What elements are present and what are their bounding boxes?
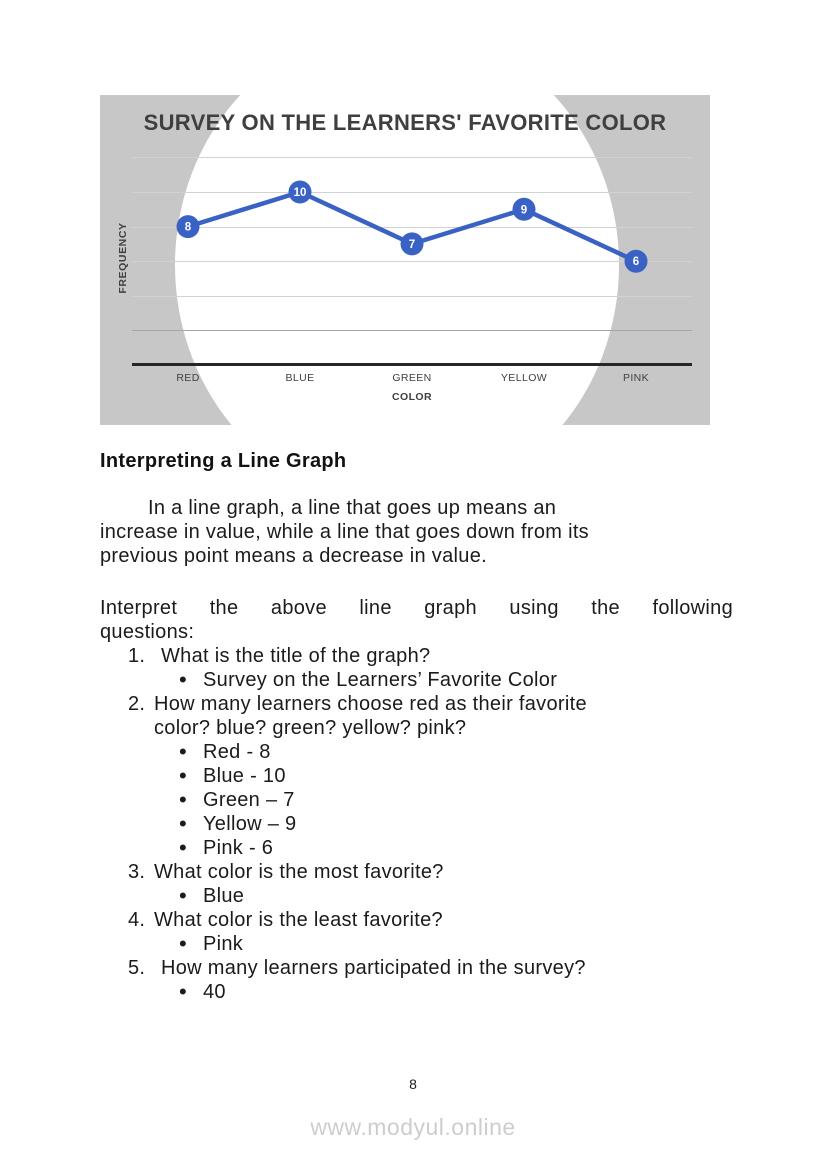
x-axis-tick-label: BLUE	[285, 372, 315, 384]
intro-paragraph	[100, 496, 733, 568]
answer-text: Blue - 10	[203, 765, 286, 787]
answer-text: 40	[203, 981, 226, 1003]
question-number: 1.	[128, 645, 146, 667]
answer-row	[100, 764, 745, 788]
question-row	[100, 692, 745, 716]
data-point-label: 9	[520, 204, 528, 217]
bullet-icon	[179, 884, 203, 908]
bullet-icon	[179, 788, 203, 812]
x-axis-tick-label: GREEN	[392, 372, 432, 384]
question-text: How many learners choose red as their favorite	[154, 693, 587, 715]
question-number: 5.	[128, 957, 146, 979]
question-list	[100, 644, 745, 1004]
data-point-label: 6	[632, 256, 640, 269]
question-number: 2.	[128, 693, 146, 715]
answer-row	[100, 668, 745, 692]
chart-title: SURVEY ON THE LEARNERS' FAVORITE COLOR	[143, 110, 667, 135]
question-text: color? blue? green? yellow? pink?	[154, 717, 467, 739]
bullet-icon	[179, 812, 203, 836]
paragraph-line: previous point means a decrease in value.	[100, 545, 487, 567]
question-row	[100, 644, 745, 668]
x-axis-tick-label: PINK	[622, 372, 650, 384]
question-number: 3.	[128, 861, 146, 883]
paragraph-line: questions:	[100, 621, 195, 643]
page-number: 8	[409, 1076, 417, 1092]
paragraph-line: In a line graph, a line that goes up means an	[148, 497, 557, 519]
question-text: What is the title of the graph?	[161, 645, 431, 667]
instruction-paragraph	[100, 596, 733, 644]
line-chart	[100, 95, 710, 425]
data-point-label: 8	[184, 221, 192, 234]
section-heading: Interpreting a Line Graph	[100, 450, 347, 472]
x-axis-tick-label: YELLOW	[500, 372, 548, 384]
answer-row	[100, 932, 745, 956]
bullet-icon	[179, 980, 203, 1004]
answer-text: Pink	[203, 933, 244, 955]
bullet-icon	[179, 668, 203, 692]
bullet-icon	[179, 836, 203, 860]
question-text: What color is the least favorite?	[154, 909, 443, 931]
answer-row	[100, 980, 745, 1004]
question-text: What color is the most favorite?	[154, 861, 444, 883]
bullet-icon	[179, 764, 203, 788]
y-axis-title: FREQUENCY	[117, 222, 129, 294]
data-point-label: 10	[293, 187, 307, 199]
data-point-label: 7	[408, 238, 416, 251]
answer-row	[100, 812, 745, 836]
bullet-icon	[179, 740, 203, 764]
answer-text: Blue	[203, 885, 245, 907]
answer-row	[100, 884, 745, 908]
answer-text: Pink - 6	[203, 837, 274, 859]
answer-text: Yellow – 9	[203, 813, 297, 835]
question-row	[100, 908, 745, 932]
answer-text: Red - 8	[203, 741, 271, 763]
watermark: www.modyul.online	[310, 1114, 516, 1140]
question-number: 4.	[128, 909, 146, 931]
paragraph-line: Interpret the above line graph using the following	[100, 597, 733, 619]
answer-text: Green – 7	[203, 789, 295, 811]
question-row	[100, 860, 745, 884]
answer-row	[100, 788, 745, 812]
answer-row	[100, 740, 745, 764]
x-axis-title: COLOR	[392, 391, 432, 403]
x-axis-tick-label: RED	[176, 372, 200, 384]
question-text: How many learners participated in the survey?	[161, 957, 586, 979]
question-row	[100, 956, 745, 980]
answer-row	[100, 836, 745, 860]
paragraph-line: increase in value, while a line that goes down from its	[100, 521, 589, 543]
answer-text: Survey on the Learners’ Favorite Color	[203, 669, 558, 691]
bullet-icon	[179, 932, 203, 956]
question-text-continued	[100, 716, 745, 740]
